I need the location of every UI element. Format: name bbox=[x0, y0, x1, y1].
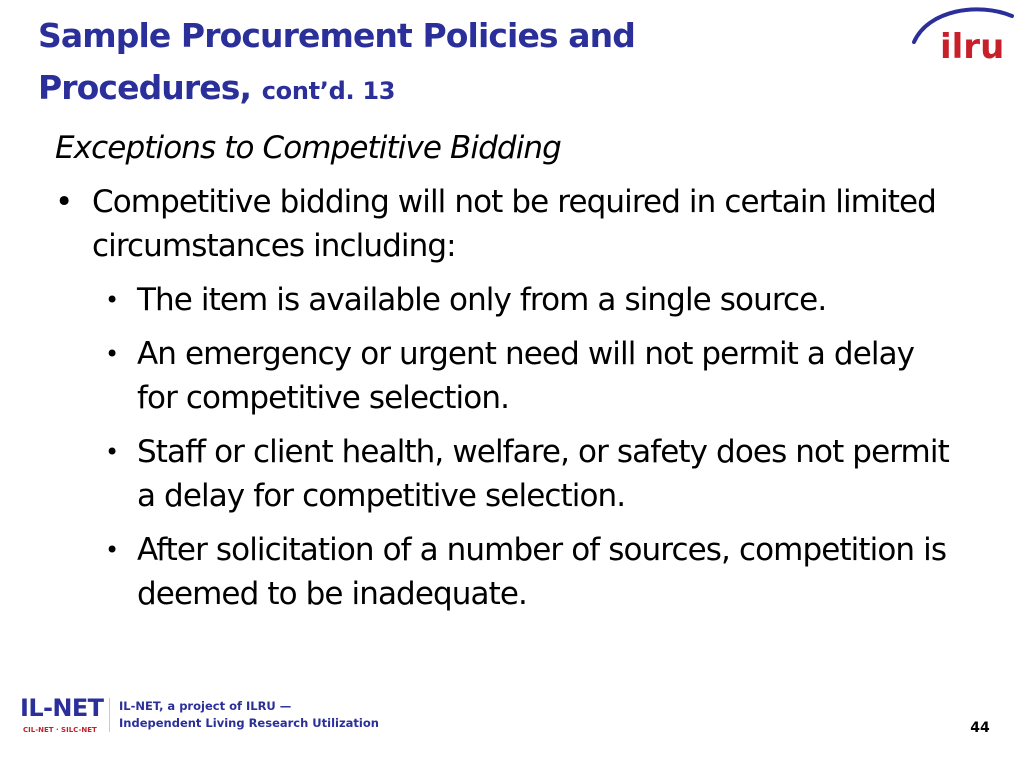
bullet-text: The item is available only from a single source. bbox=[137, 282, 827, 318]
il-net-logo-text: IL-NET bbox=[20, 694, 104, 722]
title-line-2 bbox=[38, 62, 798, 117]
bullet-text: An emergency or urgent need will not permit a delay for competitive selection. bbox=[137, 336, 915, 416]
bullet-text: Staff or client health, welfare, or safety does not permit a delay for competitive selection. bbox=[137, 434, 949, 514]
title-line-1: Sample Procurement Policies and bbox=[38, 16, 635, 55]
footer-line-2: Independent Living Research Utilization bbox=[119, 716, 379, 730]
footer-description bbox=[119, 698, 379, 732]
title-line-2-main: Procedures, bbox=[38, 68, 252, 107]
footer-line-1: IL-NET, a project of ILRU — bbox=[119, 699, 292, 713]
list-item bbox=[55, 430, 955, 518]
list-item bbox=[55, 278, 955, 322]
footer-logo bbox=[15, 694, 379, 740]
list-item bbox=[55, 180, 955, 268]
il-net-logo-subtext: CIL-NET · SILC-NET bbox=[23, 726, 97, 734]
list-item bbox=[55, 332, 955, 420]
bullet-icon: • bbox=[55, 184, 73, 220]
bullet-icon: • bbox=[105, 536, 119, 564]
bullet-text: Competitive bidding will not be required in certain limited circumstances including: bbox=[92, 184, 936, 264]
page-number: 44 bbox=[970, 720, 990, 736]
bullet-text: After solicitation of a number of sources, competition is deemed to be inadequate. bbox=[137, 532, 947, 612]
subheading: Exceptions to Competitive Bidding bbox=[55, 130, 561, 166]
bullet-icon: • bbox=[105, 340, 119, 368]
list-item bbox=[55, 528, 955, 616]
slide-body bbox=[55, 126, 955, 626]
footer-divider bbox=[109, 698, 110, 732]
title-line-2-suffix: cont’d. 13 bbox=[261, 77, 396, 105]
ilru-logo-text: ilru bbox=[940, 27, 1005, 67]
bullet-icon: • bbox=[105, 438, 119, 466]
slide-title bbox=[38, 10, 798, 117]
ilru-logo-icon bbox=[908, 2, 1018, 68]
bullet-icon: • bbox=[105, 286, 119, 314]
